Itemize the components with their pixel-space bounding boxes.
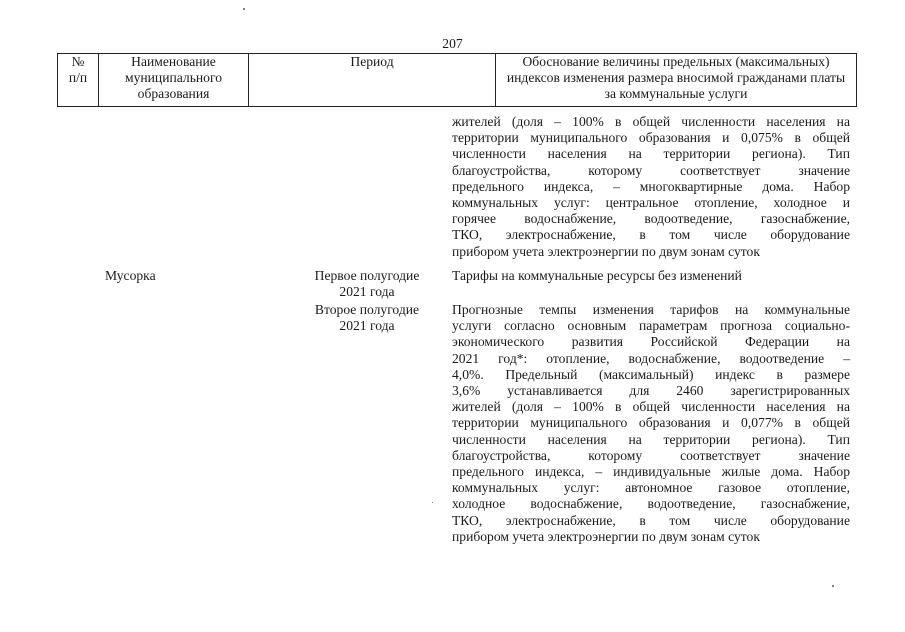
text-line: холодное водоснабжение, водоотведение, газоснабжение, bbox=[452, 496, 850, 512]
header-number: № п/п bbox=[68, 54, 88, 86]
text-line: коммунальных услуг: центральное отопление, холодное и bbox=[452, 195, 850, 211]
page-number: 207 bbox=[442, 36, 463, 51]
text-line: территории муниципального образования и 0,075% в общей bbox=[452, 130, 850, 146]
text-line: жителей (доля – 100% в общей численности населения на bbox=[452, 114, 850, 129]
text-line: предельного индекса, – многоквартирные дома. Набор bbox=[452, 178, 850, 194]
text-line: прибором учета электроэнергии по двум зонам суток bbox=[452, 243, 760, 259]
basis-second-half bbox=[452, 302, 850, 545]
period-first-half: Первое полугодие 2021 года bbox=[314, 268, 420, 300]
header-number-cell bbox=[58, 54, 99, 107]
text-line: численности населения на территории региона). Тип bbox=[452, 146, 850, 162]
text-line: ТКО, электроснабжение, в том числе оборудование bbox=[452, 512, 850, 528]
text-line: 2021 год*: отопление, водоснабжение, водоотведение – bbox=[452, 350, 850, 366]
text-line: экономического развития Российской Федерации на bbox=[452, 334, 850, 350]
scan-speck bbox=[432, 502, 433, 503]
header-name-cell bbox=[99, 54, 249, 107]
header-period-cell bbox=[249, 54, 496, 107]
text-line: численности населения на территории региона). Тип bbox=[452, 431, 850, 447]
scan-speck bbox=[832, 585, 834, 587]
text-line: услуги согласно основным параметрам прогноза социально- bbox=[452, 318, 850, 334]
continuation-text bbox=[452, 114, 850, 260]
text-line: благоустройства, которому соответствует значение bbox=[452, 447, 850, 463]
scan-speck bbox=[243, 8, 245, 10]
municipality-name: Мусорка bbox=[105, 268, 156, 283]
basis-first-half: Тарифы на коммунальные ресурсы без изменений bbox=[452, 268, 742, 283]
text-line: благоустройства, которому соответствует значение bbox=[452, 162, 850, 178]
header-municipality: Наименование муниципального образования bbox=[124, 54, 222, 102]
text-line: Прогнозные темпы изменения тарифов на коммунальные bbox=[452, 302, 850, 317]
header-period: Период bbox=[350, 54, 394, 69]
period-second-half: Второе полугодие 2021 года bbox=[314, 302, 420, 334]
text-line: прибором учета электроэнергии по двум зонам суток bbox=[452, 528, 760, 544]
text-line: территории муниципального образования и 0,077% в общей bbox=[452, 415, 850, 431]
text-line: 3,6% устанавливается для 2460 зарегистрированных bbox=[452, 383, 850, 399]
header-basis-cell bbox=[496, 54, 857, 107]
text-line: коммунальных услуг: автономное газовое отопление, bbox=[452, 480, 850, 496]
text-line: 4,0%. Предельный (максимальный) индекс в размере bbox=[452, 366, 850, 382]
header-basis: Обоснование величины предельных (максимальных) индексов изменения размера вносимой гражданами платы за коммунальные услуги bbox=[506, 54, 846, 102]
text-line: горячее водоснабжение, водоотведение, газоснабжение, bbox=[452, 211, 850, 227]
text-line: предельного индекса, – индивидуальные жилые дома. Набор bbox=[452, 464, 850, 480]
text-line: жителей (доля – 100% в общей численности населения на bbox=[452, 399, 850, 415]
text-line: ТКО, электроснабжение, в том числе оборудование bbox=[452, 227, 850, 243]
table-header bbox=[57, 53, 857, 107]
